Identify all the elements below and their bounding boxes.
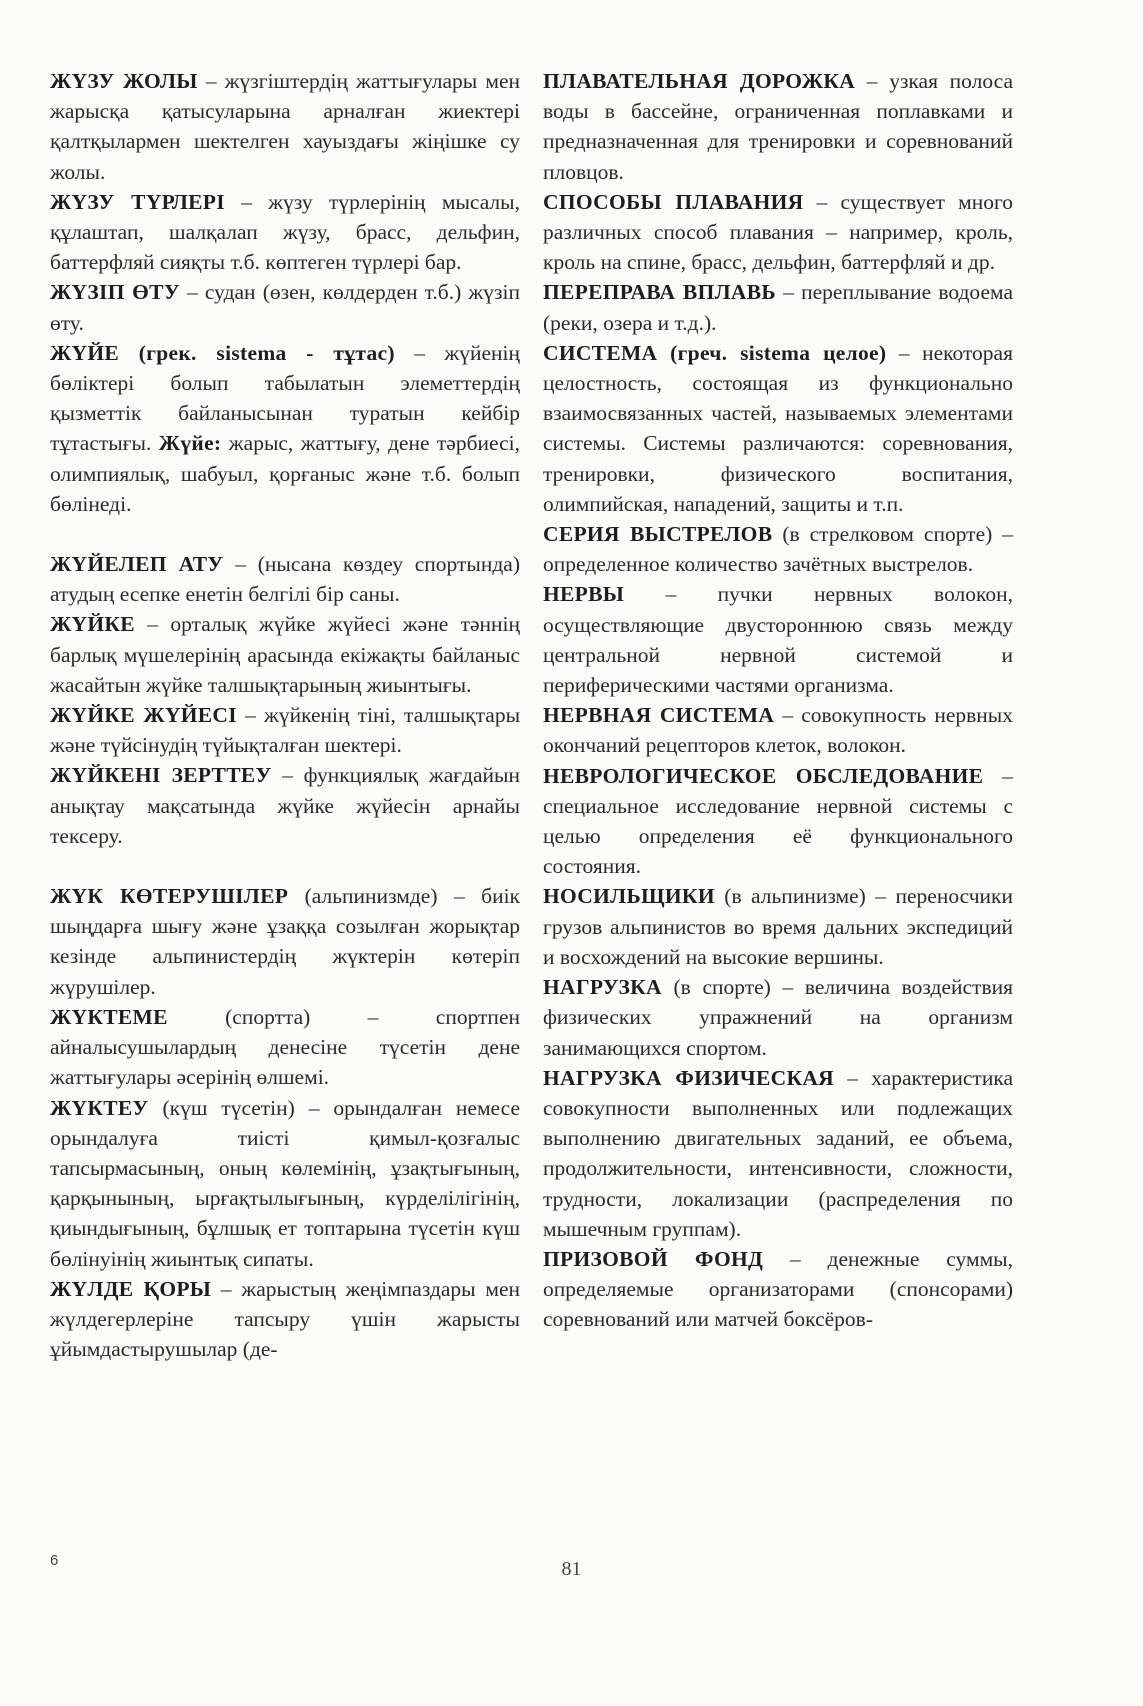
footer-mark: 6 <box>50 1552 59 1569</box>
left-column <box>50 66 520 1364</box>
entry-definition: (в стрелковом спорте) – определенное количество зачётных выстрелов. <box>543 522 1014 577</box>
entry-term: НАГРУЗКА <box>543 975 662 1000</box>
entry-term: СИСТЕМА (греч. sistema целое) <box>543 340 887 365</box>
dictionary-entry <box>543 277 1013 337</box>
entry-term: ЖҮЗУ ТҮРЛЕРІ <box>50 189 225 214</box>
dictionary-entry <box>543 972 1013 1063</box>
entry-definition: – жүзу түрлерінің мысалы, құлаштап, шалқалап жүзу, брасс, дельфин, баттерфляй сияқты т.б. көптеген түрлері бар. <box>50 189 520 275</box>
entry-term: СПОСОБЫ ПЛАВАНИЯ <box>543 189 804 214</box>
entry-definition: – функциялық жағдайын анықтау мақсатында жүйке жүйесін арнайы тексеру. <box>50 763 520 848</box>
entry-definition: (альпинизмде) – биік шыңдарға шығу және ұзаққа созылған жорықтар кезінде альпинистердің жүктерін көтеріп жүрушілер. <box>50 884 521 999</box>
dictionary-entry <box>50 187 520 278</box>
entry-definition: – совокупность нервных окончаний рецепторов клеток, волокон. <box>543 703 1014 758</box>
entry-term: ЖҮЛДЕ ҚОРЫ <box>50 1276 212 1301</box>
entry-definition: – жүйкенің тіні, талшықтары және түйсінудің түйықталған шектері. <box>50 703 521 758</box>
entry-term: СЕРИЯ ВЫСТРЕЛОВ <box>543 522 773 547</box>
entry-definition: – специальное исследование нервной системы с целью определения её функционального состояния. <box>543 763 1013 879</box>
entry-definition: – орталық жүйке жүйесі және тәннің барлық мүшелерінің арасында екіжақты байланыс жасайтын жүйке талшықтарының жиынтығы. <box>50 612 520 697</box>
dictionary-entry <box>543 881 1013 972</box>
entry-term: ПЛАВАТЕЛЬНАЯ ДОРОЖКА <box>543 69 856 93</box>
entry-term: НЕРВЫ <box>543 582 625 607</box>
entry-term: ПЕРЕПРАВА ВПЛАВЬ <box>543 280 776 305</box>
entry-term: ЖҮЙКЕНІ ЗЕРТТЕУ <box>50 763 272 788</box>
entry-definition: – жүзгіштердің жаттығулары мен жарысқа қатысуларына арналған жиектері қалтқылармен шектелген хауыздағы жіңішке су жолы. <box>50 69 520 184</box>
dictionary-entry <box>543 700 1013 760</box>
entry-definition: – пучки нервных волокон, осуществляющие двустороннюю связь между центральной нервной системой и периферическими частями организма. <box>543 582 1013 698</box>
dictionary-entry <box>50 277 520 337</box>
entry-term: ЖҮЗУ ЖОЛЫ <box>50 69 198 93</box>
entry-term: ЖҮЙЕ (грек. sistema - тұтас) <box>50 340 395 365</box>
dictionary-entry <box>543 187 1013 278</box>
entry-definition: (спортта) – спортпен айналысушылардың денесіне түсетін дене жаттығулары әсерінің өлшемі. <box>50 1004 520 1090</box>
entry-term: ЖҮК КӨТЕРУШІЛЕР <box>50 884 289 909</box>
entry-term: НЕРВНАЯ СИСТЕМА <box>543 703 775 728</box>
dictionary-entry <box>50 700 520 760</box>
entry-definition: (күш түсетін) – орындалған немесе орындалуға тиісті қимыл-қозғалыс тапсырмасының, оның көлемінің, ұзақтығының, қарқынының, ырғақтылығының, күрделілігінің, қиындығының, бұлшық ет топтарына түсетін күш бөлінуінің жиынтық сипаты. <box>50 1095 520 1271</box>
entry-term: ЖҮЙКЕ <box>50 612 135 637</box>
dictionary-entry <box>50 609 520 700</box>
entry-definition: – узкая полоса воды в бассейне, ограниченная поплавками и предназначенная для тренировки и соревнований пловцов. <box>543 69 1013 184</box>
entry-definition: – существует много различных способ плавания – например, кроль, кроль на спине, брасс, дельфин, баттерфляй и др. <box>543 189 1013 275</box>
entry-term: ЖҮЗІП ӨТУ <box>50 280 180 305</box>
dictionary-entry <box>50 1274 520 1365</box>
entry-term: НАГРУЗКА ФИЗИЧЕСКАЯ <box>543 1065 834 1090</box>
entry-definition: – (нысана көздеу спортында) атудың есепке енетін белгілі бір саны. <box>50 552 520 607</box>
entry-definition: – судан (өзен, көлдерден т.б.) жүзіп өту. <box>50 280 520 335</box>
entry-term: ЖҮКТЕМЕ <box>50 1004 168 1029</box>
entry-definition: (в спорте) – величина воздействия физических упражнений на организм занимающихся спортом. <box>543 975 1013 1060</box>
entry-term: ЖҮКТЕУ <box>50 1095 149 1120</box>
dictionary-entry <box>543 338 1013 519</box>
dictionary-entry <box>543 761 1013 882</box>
dictionary-entry <box>543 519 1013 579</box>
dictionary-entry <box>543 1063 1013 1244</box>
dictionary-entry <box>543 1244 1013 1335</box>
entry-definition: – переплывание водоема (реки, озера и т.д.). <box>543 280 1013 335</box>
dictionary-entry <box>50 760 520 851</box>
right-column <box>543 66 1013 1335</box>
page-number: 81 <box>561 1558 582 1580</box>
entry-term: НЕВРОЛОГИЧЕСКОЕ ОБСЛЕДОВАНИЕ <box>543 763 984 788</box>
entry-subterm: Жүйе: <box>158 431 222 456</box>
dictionary-entry <box>50 549 520 609</box>
dictionary-entry <box>543 66 1013 187</box>
entry-term: ЖҮЙКЕ ЖҮЙЕСІ <box>50 703 237 728</box>
dictionary-entry <box>50 338 520 519</box>
dictionary-entry <box>50 1002 520 1093</box>
entry-term: ПРИЗОВОЙ ФОНД <box>543 1246 764 1271</box>
entry-definition: – жарыстың жеңімпаздары мен жүлдегерлеріне тапсыру үшін жарысты ұйымдастырушылар (де- <box>50 1276 520 1362</box>
entry-term: ЖҮЙЕЛЕП АТУ <box>50 552 224 577</box>
entry-definition: – жүйенің бөліктері болып табылатын элеметтердің қызметтік байланысынан туратын кейбір тұтастығы. <box>50 340 521 456</box>
dictionary-entry <box>50 1093 520 1274</box>
entry-definition: (в альпинизме) – переносчики грузов альпинистов во время дальних экспедиций и восхождений на высокие вершины. <box>543 884 1013 969</box>
entry-definition: – денежные суммы, определяемые организаторами (спонсорами) соревнований или матчей боксёров- <box>543 1246 1013 1332</box>
dictionary-entry <box>543 579 1013 700</box>
dictionary-entry <box>50 66 520 187</box>
entry-definition: – некоторая целостность, состоящая из функционально взаимосвязанных частей, называемых элементами системы. Системы различаются: соревнования, тренировки, физического воспитания, олимпийская, нападений, защиты и т.п. <box>543 340 1013 516</box>
dictionary-entry <box>50 881 520 1002</box>
entry-subdefinition: жарыс, жаттығу, дене тәрбиесі, олимпиялық, шабуыл, қорғаныс және т.б. болып бөлінеді. <box>50 431 521 516</box>
entry-term: НОСИЛЬЩИКИ <box>543 884 715 909</box>
entry-definition: – характеристика совокупности выполненных или подлежащих выполнению двигательных заданий, ее объема, продолжительности, интенсивности, сложности, трудности, локализации (распределения по мышечным группам). <box>543 1065 1013 1241</box>
